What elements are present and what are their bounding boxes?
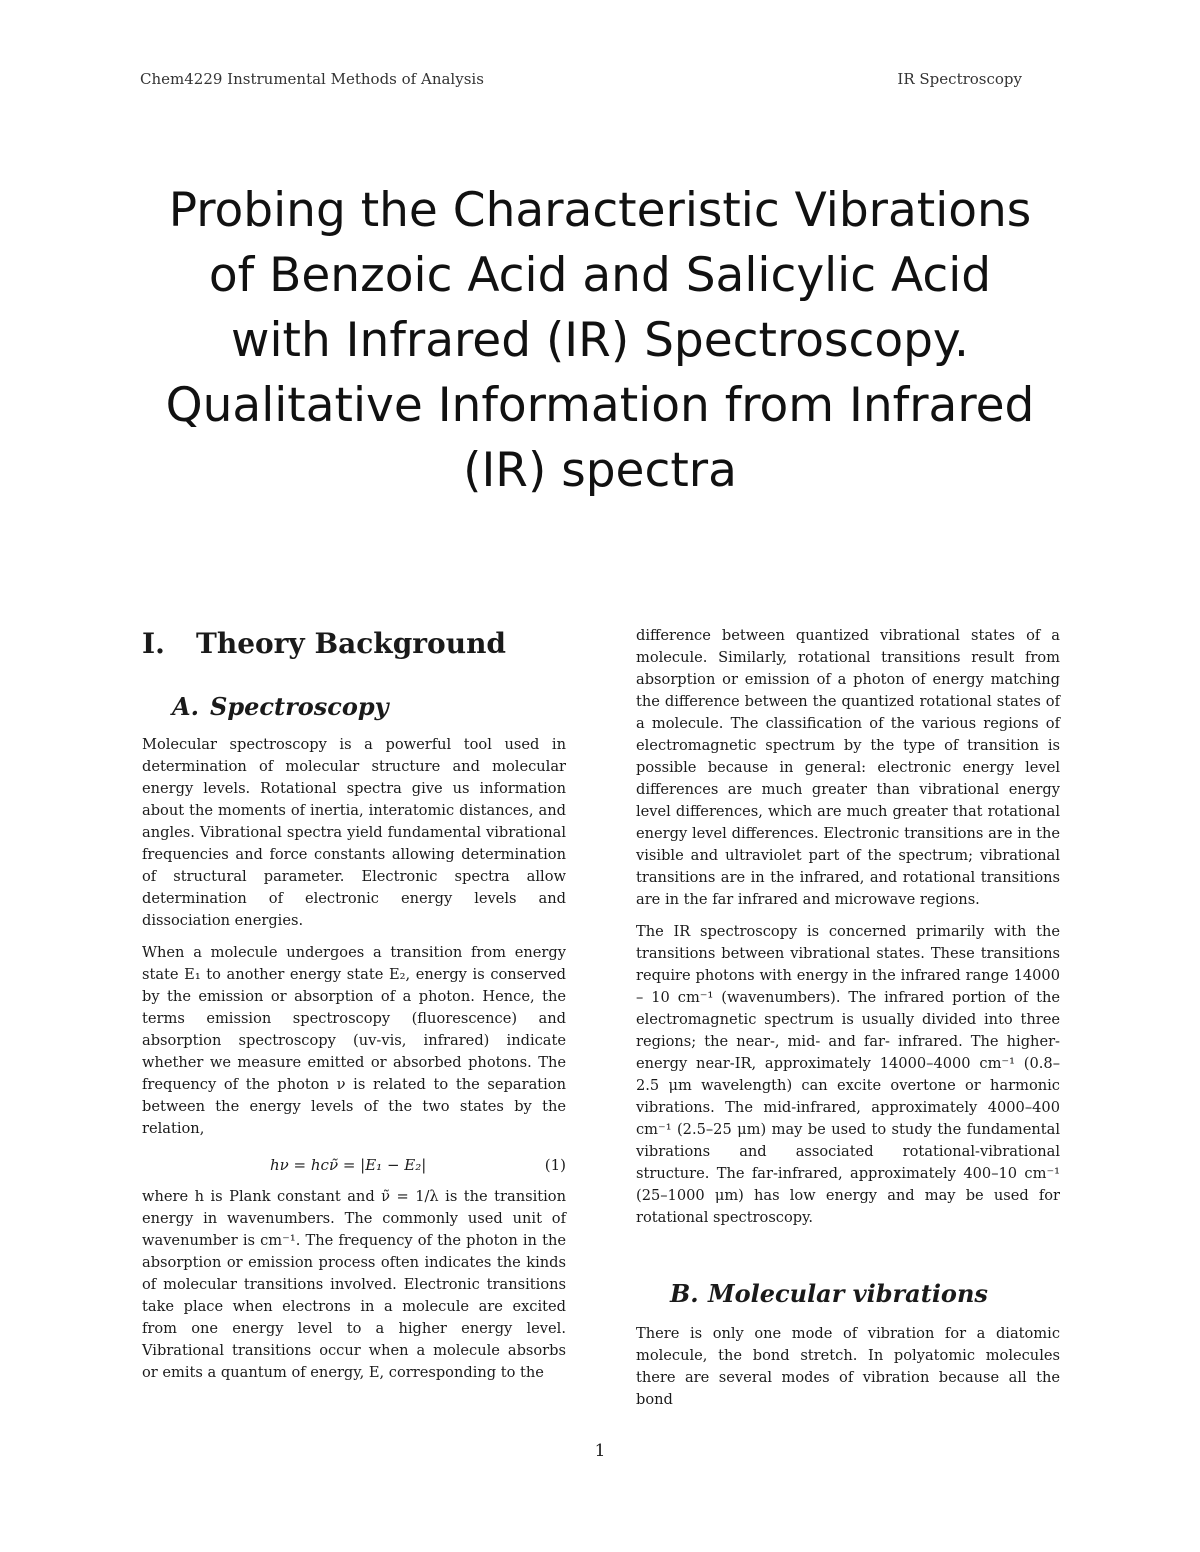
paragraph: The IR spectroscopy is concerned primarily with the transitions between vibrational states. These transitions require photons with energy in the infrared range 14000 – 10 cm⁻¹ (wavenumbers). The infrared portion of the electromagnetic spectrum is usually divided into three regions; the near-, mid- and far- infrared. The higher-energy near-IR, approximately 14000–4000 cm⁻¹ (0.8–2.5 μm wavelength) can excite overtone or harmonic vibrations. The mid-infrared, approximately 4000–400 cm⁻¹ (2.5–25 μm) may be used to study the fundamental vibrations and associated rotational-vibrational structure. The far-infrared, approximately 400–10 cm⁻¹ (25–1000 μm) has low energy and may be used for rotational spectroscopy. [636, 923, 1060, 1226]
paragraph: where h is Plank constant and ν̃ = 1/λ is the transition energy in wavenumbers. The commonly used unit of wavenumber is cm⁻¹. The frequency of the photon in the absorption or emission process often indicates the kinds of molecular transitions involved. Electronic transitions take place when electrons in a molecule are excited from one energy level to a higher energy level. Vibrational transitions occur when a molecule absorbs or emits a quantum of energy, E, corresponding to the [142, 1188, 566, 1381]
page-number: 1 [594, 1441, 606, 1461]
subsection-title: Molecular vibrations [708, 1279, 988, 1308]
subsection-heading-b [670, 1277, 1060, 1311]
document-title [130, 178, 1070, 503]
equation-number: (1) [544, 1156, 566, 1174]
title-line: of Benzoic Acid and Salicylic Acid [208, 248, 992, 303]
running-header [140, 70, 1022, 94]
title-line: Probing the Characteristic Vibrations [168, 183, 1032, 238]
subsection-heading-a [172, 690, 566, 724]
title-line: Qualitative Information from Infrared [165, 378, 1035, 433]
subsection-letter: A. [172, 692, 199, 721]
title-line: (IR) spectra [463, 443, 737, 498]
subsection-letter: B. [670, 1279, 699, 1308]
paragraph: difference between quantized vibrational states of a molecule. Similarly, rotational transitions result from absorption or emission of a photon of energy matching the difference between the quantized rotational states of a molecule. The classification of the various regions of electromagnetic spectrum by the type of transition is possible because in general: electronic energy level differences are much greater than vibrational energy level differences, which are much greater that rotational energy level differences. Electronic transitions are in the visible and ultraviolet part of the spectrum; vibrational transitions are in the infrared, and rotational transitions are in the far infrared and microwave regions. [636, 627, 1060, 908]
equation-expression: hν = hcν̃ = |E₁ − E₂| [270, 1156, 427, 1174]
section-number: I. [142, 627, 165, 660]
left-column [142, 622, 566, 1394]
section-title: Theory Background [196, 627, 507, 660]
equation [142, 1150, 566, 1180]
paragraph: There is only one mode of vibration for a diatomic molecule, the bond stretch. In polyatomic molecules there are several modes of vibration because all the bond [636, 1325, 1060, 1408]
title-line: with Infrared (IR) Spectroscopy. [231, 313, 969, 368]
subsection-title: Spectroscopy [210, 692, 389, 721]
header-topic: IR Spectroscopy [897, 70, 1022, 88]
header-course: Chem4229 Instrumental Methods of Analysis [140, 70, 484, 88]
section-heading [142, 622, 566, 666]
paragraph: Molecular spectroscopy is a powerful tool used in determination of molecular structure and molecular energy levels. Rotational spectra give us information about the moments of inertia, interatomic distances, and angles. Vibrational spectra yield fundamental vibrational frequencies and force constants allowing determination of structural parameter. Electronic spectra allow determination of electronic energy levels and dissociation energies. [142, 736, 566, 929]
right-column [636, 625, 1060, 1421]
paragraph: When a molecule undergoes a transition from energy state E₁ to another energy state E₂, energy is conserved by the emission or absorption of a photon. Hence, the terms emission spectroscopy (fluorescence) and absorption spectroscopy (uv-vis, infrared) indicate whether we measure emitted or absorbed photons. The frequency of the photon ν is related to the separation between the energy levels of the two states by the relation, [142, 944, 566, 1137]
